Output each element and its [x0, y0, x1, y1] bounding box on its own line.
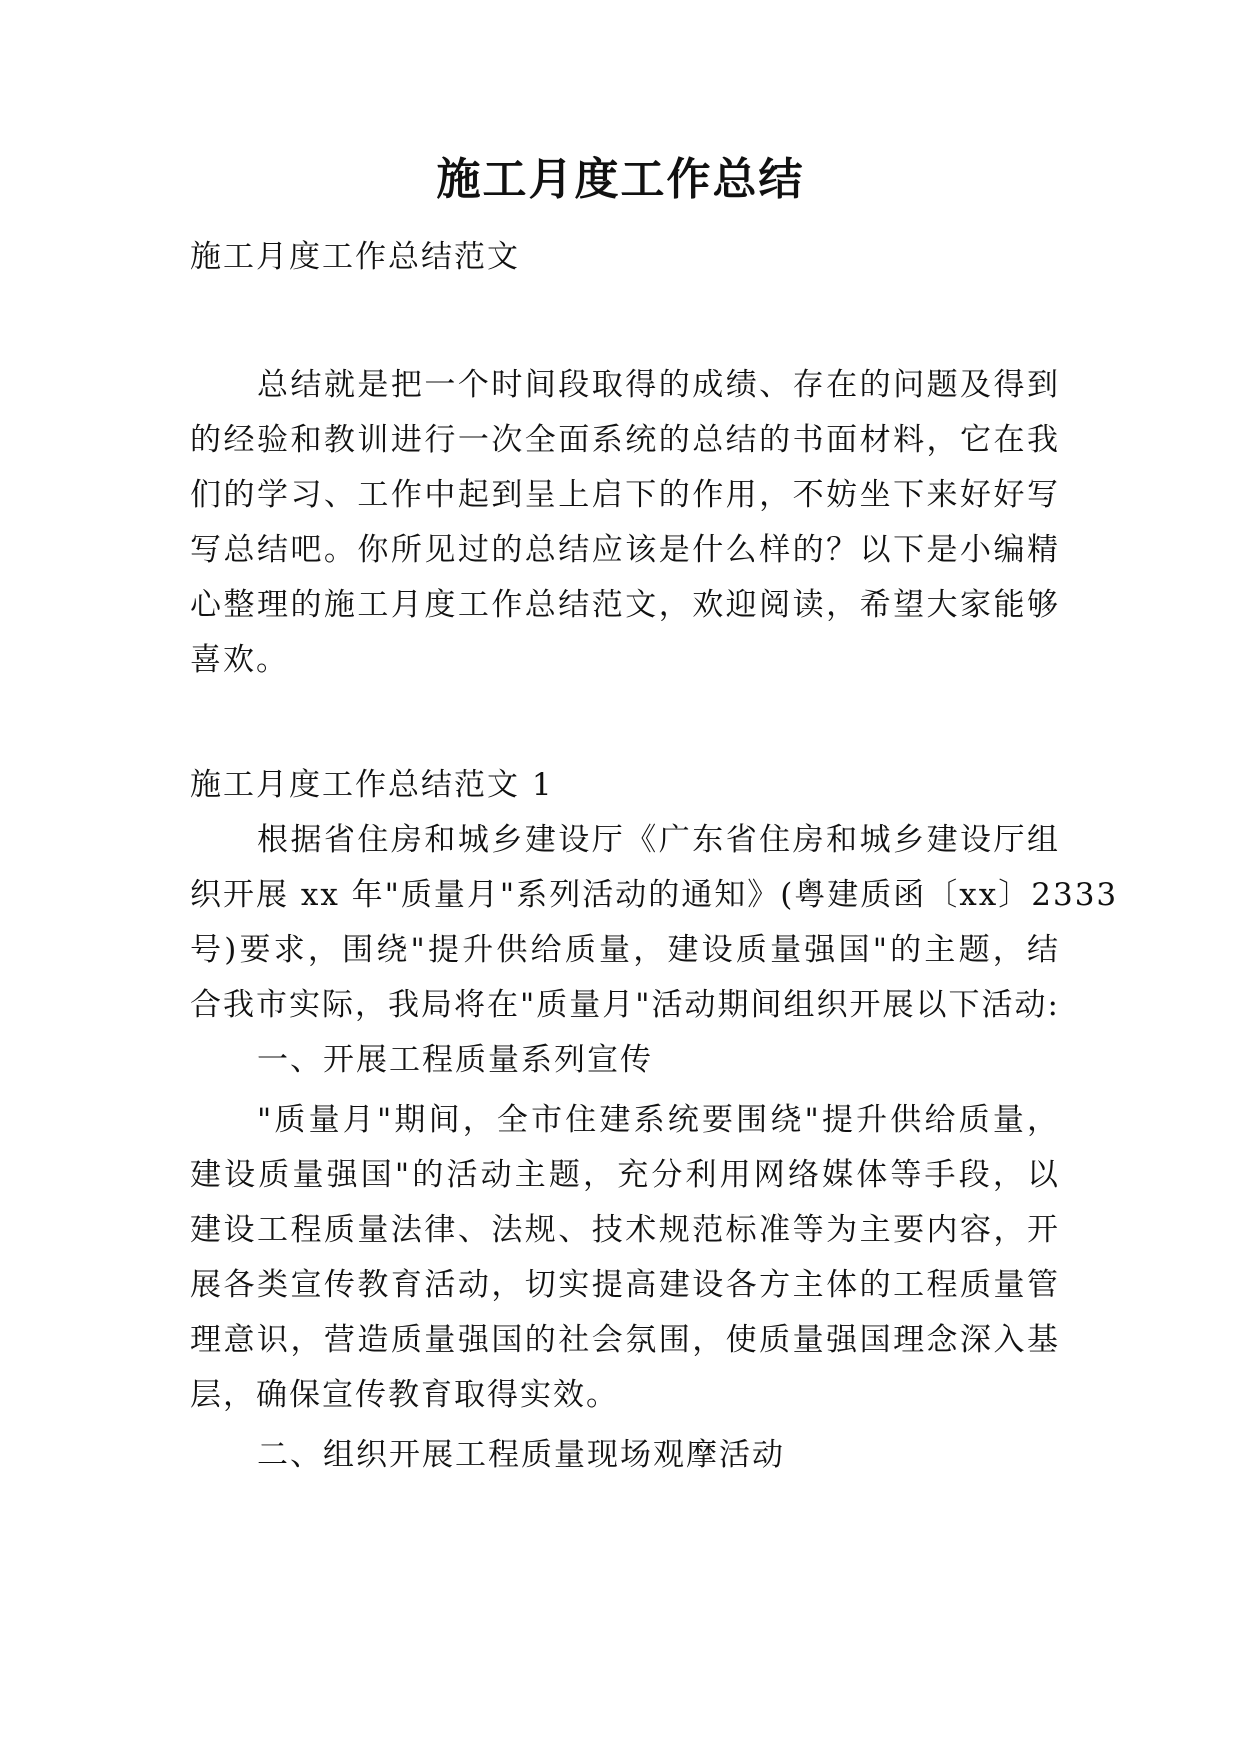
item2-heading: 二、组织开展工程质量现场观摩活动 [257, 1437, 785, 1473]
body-line: 合我市实际，我局将在"质量月"活动期间组织开展以下活动: [190, 987, 1060, 1023]
item1-heading: 一、开展工程质量系列宣传 [257, 1042, 653, 1078]
intro-line: 喜欢。 [190, 642, 289, 678]
item1-line: 理意识，营造质量强国的社会氛围，使质量强国理念深入基 [190, 1322, 1060, 1358]
item1-line: 层，确保宣传教育取得实效。 [190, 1377, 619, 1413]
item1-line: 建设工程质量法律、法规、技术规范标准等为主要内容，开 [190, 1212, 1060, 1248]
intro-line: 的经验和教训进行一次全面系统的总结的书面材料，它在我 [190, 422, 1060, 458]
body-line: 根据省住房和城乡建设厅《广东省住房和城乡建设厅组 [257, 822, 1060, 858]
intro-line: 写总结吧。你所见过的总结应该是什么样的？以下是小编精 [190, 532, 1060, 568]
item1-line: "质量月"期间，全市住建系统要围绕"提升供给质量， [257, 1102, 1060, 1138]
document-title: 施工月度工作总结 [436, 154, 805, 205]
body-line: 号)要求，围绕"提升供给质量，建设质量强国"的主题，结 [190, 932, 1060, 968]
body-line: 织开展 xx 年"质量月"系列活动的通知》(粤建质函〔xx〕2333 [190, 877, 1119, 913]
item1-line: 展各类宣传教育活动，切实提高建设各方主体的工程质量管 [190, 1267, 1060, 1303]
intro-line: 总结就是把一个时间段取得的成绩、存在的问题及得到 [257, 367, 1060, 403]
intro-line: 心整理的施工月度工作总结范文，欢迎阅读，希望大家能够 [190, 587, 1060, 623]
item1-line: 建设质量强国"的活动主题，充分利用网络媒体等手段，以 [190, 1157, 1060, 1193]
document-subtitle: 施工月度工作总结范文 [190, 239, 520, 275]
section-heading: 施工月度工作总结范文 1 [190, 767, 554, 803]
intro-line: 们的学习、工作中起到呈上启下的作用，不妨坐下来好好写 [190, 477, 1060, 513]
